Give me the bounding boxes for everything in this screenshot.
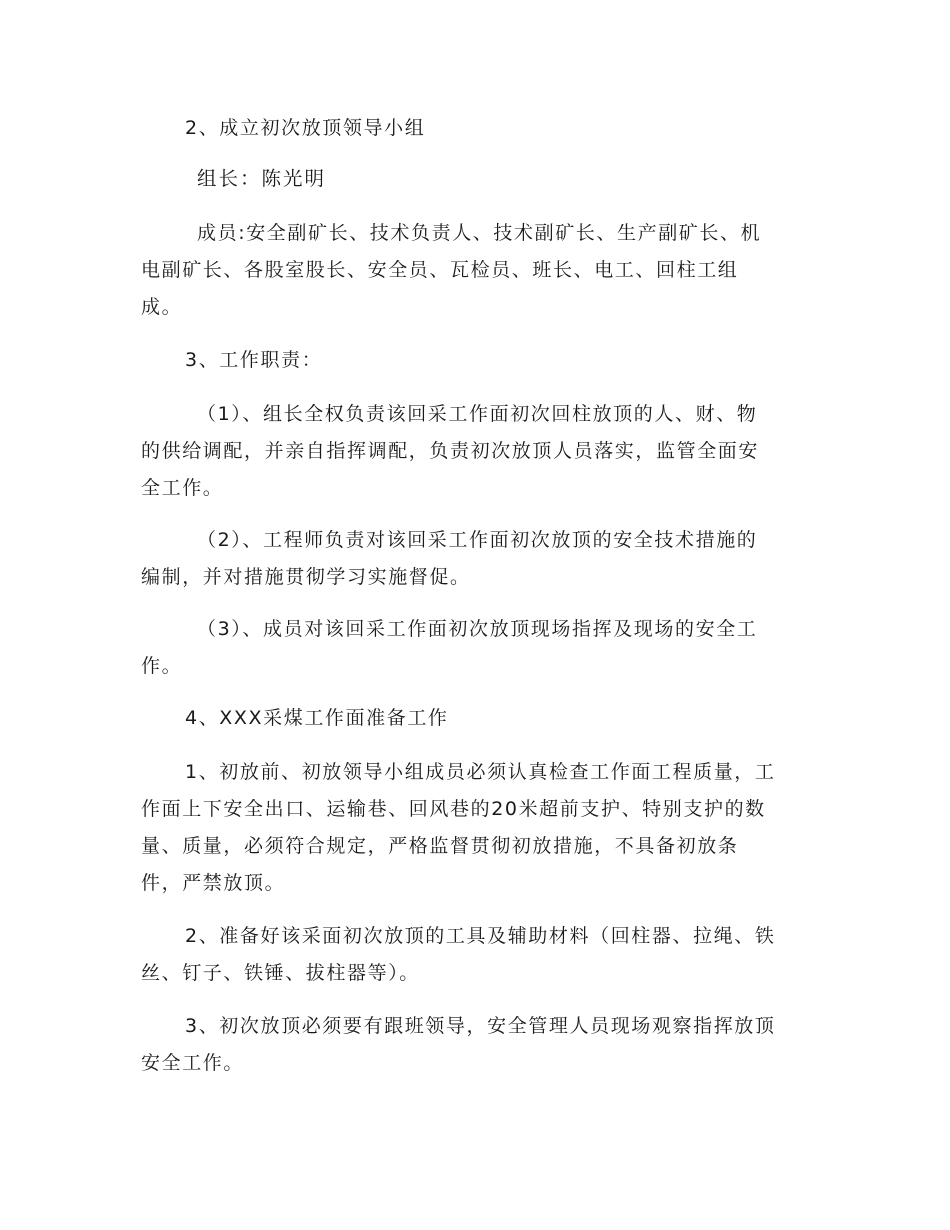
members-line-2: 电副矿长、各股室股长、安全员、瓦检员、班长、电工、回柱工组 xyxy=(141,259,739,281)
prep-1-line-3: 量、质量，必须符合规定，严格监督贯彻初放措施，不具备初放条 xyxy=(141,835,739,857)
prep-1-line-4: 件，严禁放顶。 xyxy=(141,872,286,894)
duty-1-line-3: 全工作。 xyxy=(141,477,224,499)
members-line-3: 成。 xyxy=(141,296,183,318)
section-heading-2: 2、成立初次放顶领导小组 xyxy=(185,117,426,139)
duty-3-line-2: 作。 xyxy=(141,655,183,677)
members-line-1: 成员:安全副矿长、技术负责人、技术副矿长、生产副矿长、机 xyxy=(197,222,762,244)
duty-1-line-1: （1）、组长全权负责该回采工作面初次回柱放顶的人、财、物 xyxy=(197,403,758,425)
section-heading-4: 4、XXX采煤工作面准备工作 xyxy=(185,707,449,729)
prep-3-line-1: 3、初次放顶必须要有跟班领导，安全管理人员现场观察指挥放顶 xyxy=(185,1015,776,1037)
duty-3-line-1: （3）、成员对该回采工作面初次放顶现场指挥及现场的安全工 xyxy=(197,618,758,640)
duty-1-line-2: 的供给调配，并亲自指挥调配，负责初次放顶人员落实，监管全面安 xyxy=(141,440,760,462)
prep-2-line-2: 丝、钉子、铁锤、拔柱器等）。 xyxy=(141,962,420,984)
prep-1-line-2: 作面上下安全出口、运输巷、回风巷的20米超前支护、特别支护的数 xyxy=(141,798,766,820)
prep-3-line-2: 安全工作。 xyxy=(141,1052,245,1074)
duty-2-line-1: （2）、工程师负责对该回采工作面初次放顶的安全技术措施的 xyxy=(197,529,758,551)
section-heading-3: 3、工作职责： xyxy=(185,349,323,371)
duty-2-line-2: 编制，并对措施贯彻学习实施督促。 xyxy=(141,566,471,588)
leader-line: 组长：陈光明 xyxy=(197,167,327,190)
prep-2-line-1: 2、准备好该采面初次放顶的工具及辅助材料（回柱器、拉绳、铁 xyxy=(185,925,776,947)
prep-1-line-1: 1、初放前、初放领导小组成员必须认真检查工作面工程质量，工 xyxy=(185,761,776,783)
